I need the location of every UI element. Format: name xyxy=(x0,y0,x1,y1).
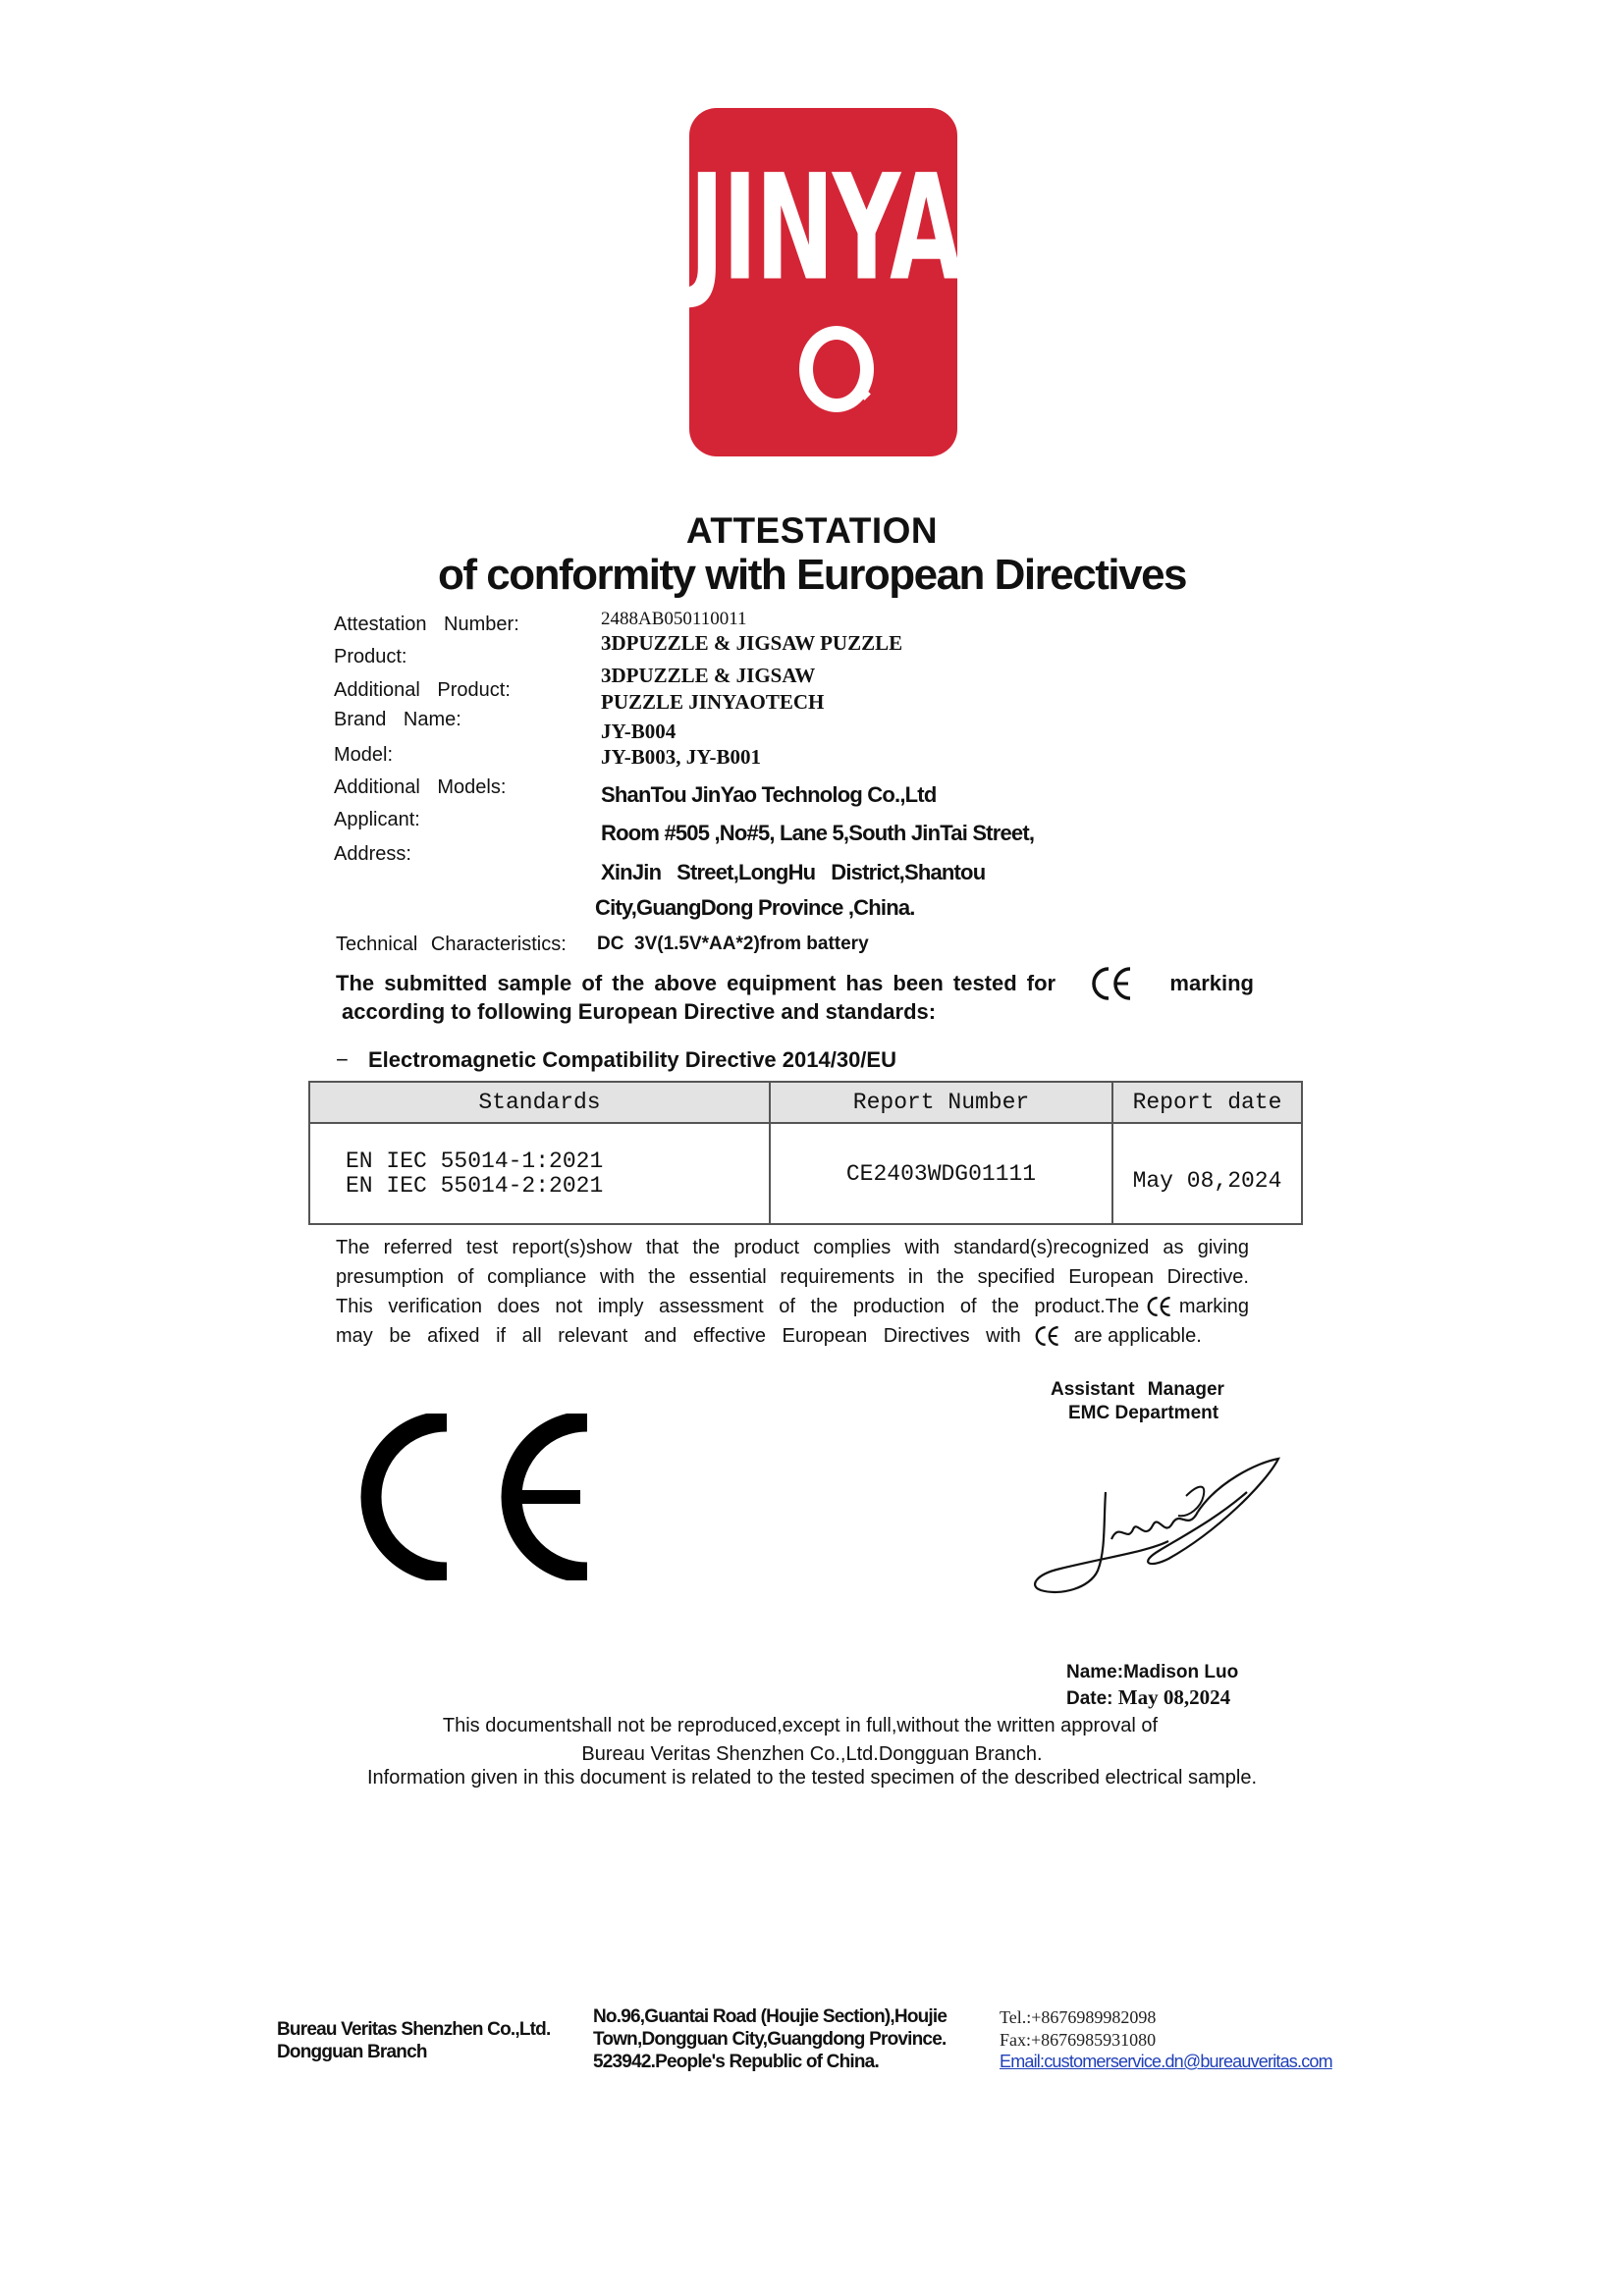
footer-address-line: No.96,Guantai Road (Houjie Section),Houjie xyxy=(593,2006,947,2027)
jinyao-logo xyxy=(689,108,961,456)
signatory-name: Name:Madison Luo xyxy=(1066,1662,1239,1682)
signatory-date-value: May 08,2024 xyxy=(1117,1685,1231,1709)
compliance-paragraph xyxy=(336,1233,1249,1351)
brand-name-value: PUZZLE JINYAOTECH xyxy=(601,690,825,714)
footer-tel: Tel.:+8676989982098 xyxy=(1000,2007,1157,2027)
title-conformity: of conformity with European Directives xyxy=(437,551,1187,599)
signatory-date-label: Date: xyxy=(1066,1688,1113,1709)
ce-logo-large-icon xyxy=(353,1414,599,1580)
applicant-label: Applicant: xyxy=(334,809,420,830)
standards-table xyxy=(308,1081,1303,1225)
paragraph-text: This verification does not imply assessment of the production of the product.The xyxy=(336,1296,1140,1317)
handwritten-signature xyxy=(1021,1453,1296,1600)
standards-cell xyxy=(309,1123,770,1224)
paragraph-text: may be afixed if all relevant and effective European Directives with xyxy=(336,1325,1021,1347)
report-number-cell: CE2403WDG01111 xyxy=(770,1123,1112,1224)
additional-product-label: Additional Product: xyxy=(334,679,511,701)
header-report-date: Report date xyxy=(1112,1082,1302,1123)
footer-address-line: 523942.People's Republic of China. xyxy=(593,2052,879,2072)
notice-line-1: This documentshall not be reproduced,except in full,without the written approval of xyxy=(442,1715,1159,1736)
paragraph-text: are applicable. xyxy=(1073,1325,1202,1347)
statement-line-2: according to following European Directive and standards: xyxy=(342,999,937,1024)
logo-wordmark: JINYA xyxy=(689,142,961,314)
footer-company xyxy=(277,2018,550,2063)
applicant-value: ShanTou JinYao Technolog Co.,Ltd xyxy=(601,782,937,807)
standard-item: EN IEC 55014-1:2021 xyxy=(346,1148,604,1174)
footer-address-line: Town,Dongguan City,Guangdong Province. xyxy=(593,2029,947,2050)
footer-company-name: Bureau Veritas Shenzhen Co.,Ltd. xyxy=(277,2019,551,2040)
notice-line-3: Information given in this document is related to the tested specimen of the described electrical sample. xyxy=(366,1767,1258,1789)
ce-mark-icon xyxy=(1147,1296,1172,1317)
footer-address xyxy=(593,2005,947,2073)
ce-mark-icon xyxy=(1091,966,1134,1001)
paragraph-line xyxy=(336,1292,1249,1321)
footer-contact xyxy=(1000,2006,1332,2072)
attestation-number-label: Attestation Number: xyxy=(334,614,519,635)
title-attestation: ATTESTATION xyxy=(685,510,939,551)
header-standards: Standards xyxy=(309,1082,770,1123)
signatory-date xyxy=(1066,1685,1230,1710)
paragraph-text: marking xyxy=(1178,1296,1249,1317)
paragraph-line xyxy=(336,1321,1249,1351)
paragraph-line: presumption of compliance with the essential requirements in the specified European Directive. xyxy=(336,1266,1249,1288)
address-line-1: Room #505 ,No#5, Lane 5,South JinTai Street, xyxy=(601,821,1035,845)
table-row xyxy=(309,1123,1302,1224)
address-line-3: City,GuangDong Province ,China. xyxy=(595,895,915,920)
ce-mark-icon xyxy=(1035,1325,1060,1347)
additional-models-value: JY-B003, JY-B001 xyxy=(601,745,761,769)
header-report-number: Report Number xyxy=(770,1082,1112,1123)
product-label: Product: xyxy=(334,646,407,667)
signatory-department: EMC Department xyxy=(1068,1403,1219,1423)
statement-marking: marking xyxy=(1169,971,1254,995)
brand-name-label: Brand Name: xyxy=(334,709,461,730)
additional-product-value: 3DPUZZLE & JIGSAW xyxy=(601,664,816,687)
statement-text: The submitted sample of the above equipment has been tested for xyxy=(336,971,1056,995)
signatory-title: Assistant Manager xyxy=(1051,1379,1224,1400)
footer-fax: Fax:+8676985931080 xyxy=(1000,2030,1157,2050)
product-value: 3DPUZZLE & JIGSAW PUZZLE xyxy=(601,631,903,655)
attestation-number-value: 2488AB050110011 xyxy=(601,609,747,629)
additional-models-label: Additional Models: xyxy=(334,776,507,798)
statement-line-1 xyxy=(336,966,1254,1001)
address-line-2: XinJin Street,LongHu District,Shantou xyxy=(601,860,986,884)
address-label: Address: xyxy=(334,843,411,865)
technical-characteristics-label: Technical Characteristics: xyxy=(336,934,567,955)
table-header-row xyxy=(309,1082,1302,1123)
paragraph-line: The referred test report(s)show that the product complies with standard(s)recognized as giving xyxy=(336,1237,1249,1258)
technical-characteristics-value: DC 3V(1.5V*AA*2)from battery xyxy=(597,934,869,954)
footer-email-link[interactable]: Email:customerservice.dn@bureauveritas.com xyxy=(1000,2052,1332,2071)
standard-item: EN IEC 55014-2:2021 xyxy=(346,1172,604,1199)
notice-line-2: Bureau Veritas Shenzhen Co.,Ltd.Dongguan Branch. xyxy=(581,1743,1043,1765)
model-value: JY-B004 xyxy=(601,720,677,743)
model-label: Model: xyxy=(334,744,394,766)
report-date-cell: May 08,2024 xyxy=(1112,1123,1302,1224)
directive-title: Electromagnetic Compatibility Directive 2014/30/EU xyxy=(368,1047,896,1072)
footer-company-branch: Dongguan Branch xyxy=(277,2042,427,2062)
directive-dash: − xyxy=(336,1047,349,1072)
